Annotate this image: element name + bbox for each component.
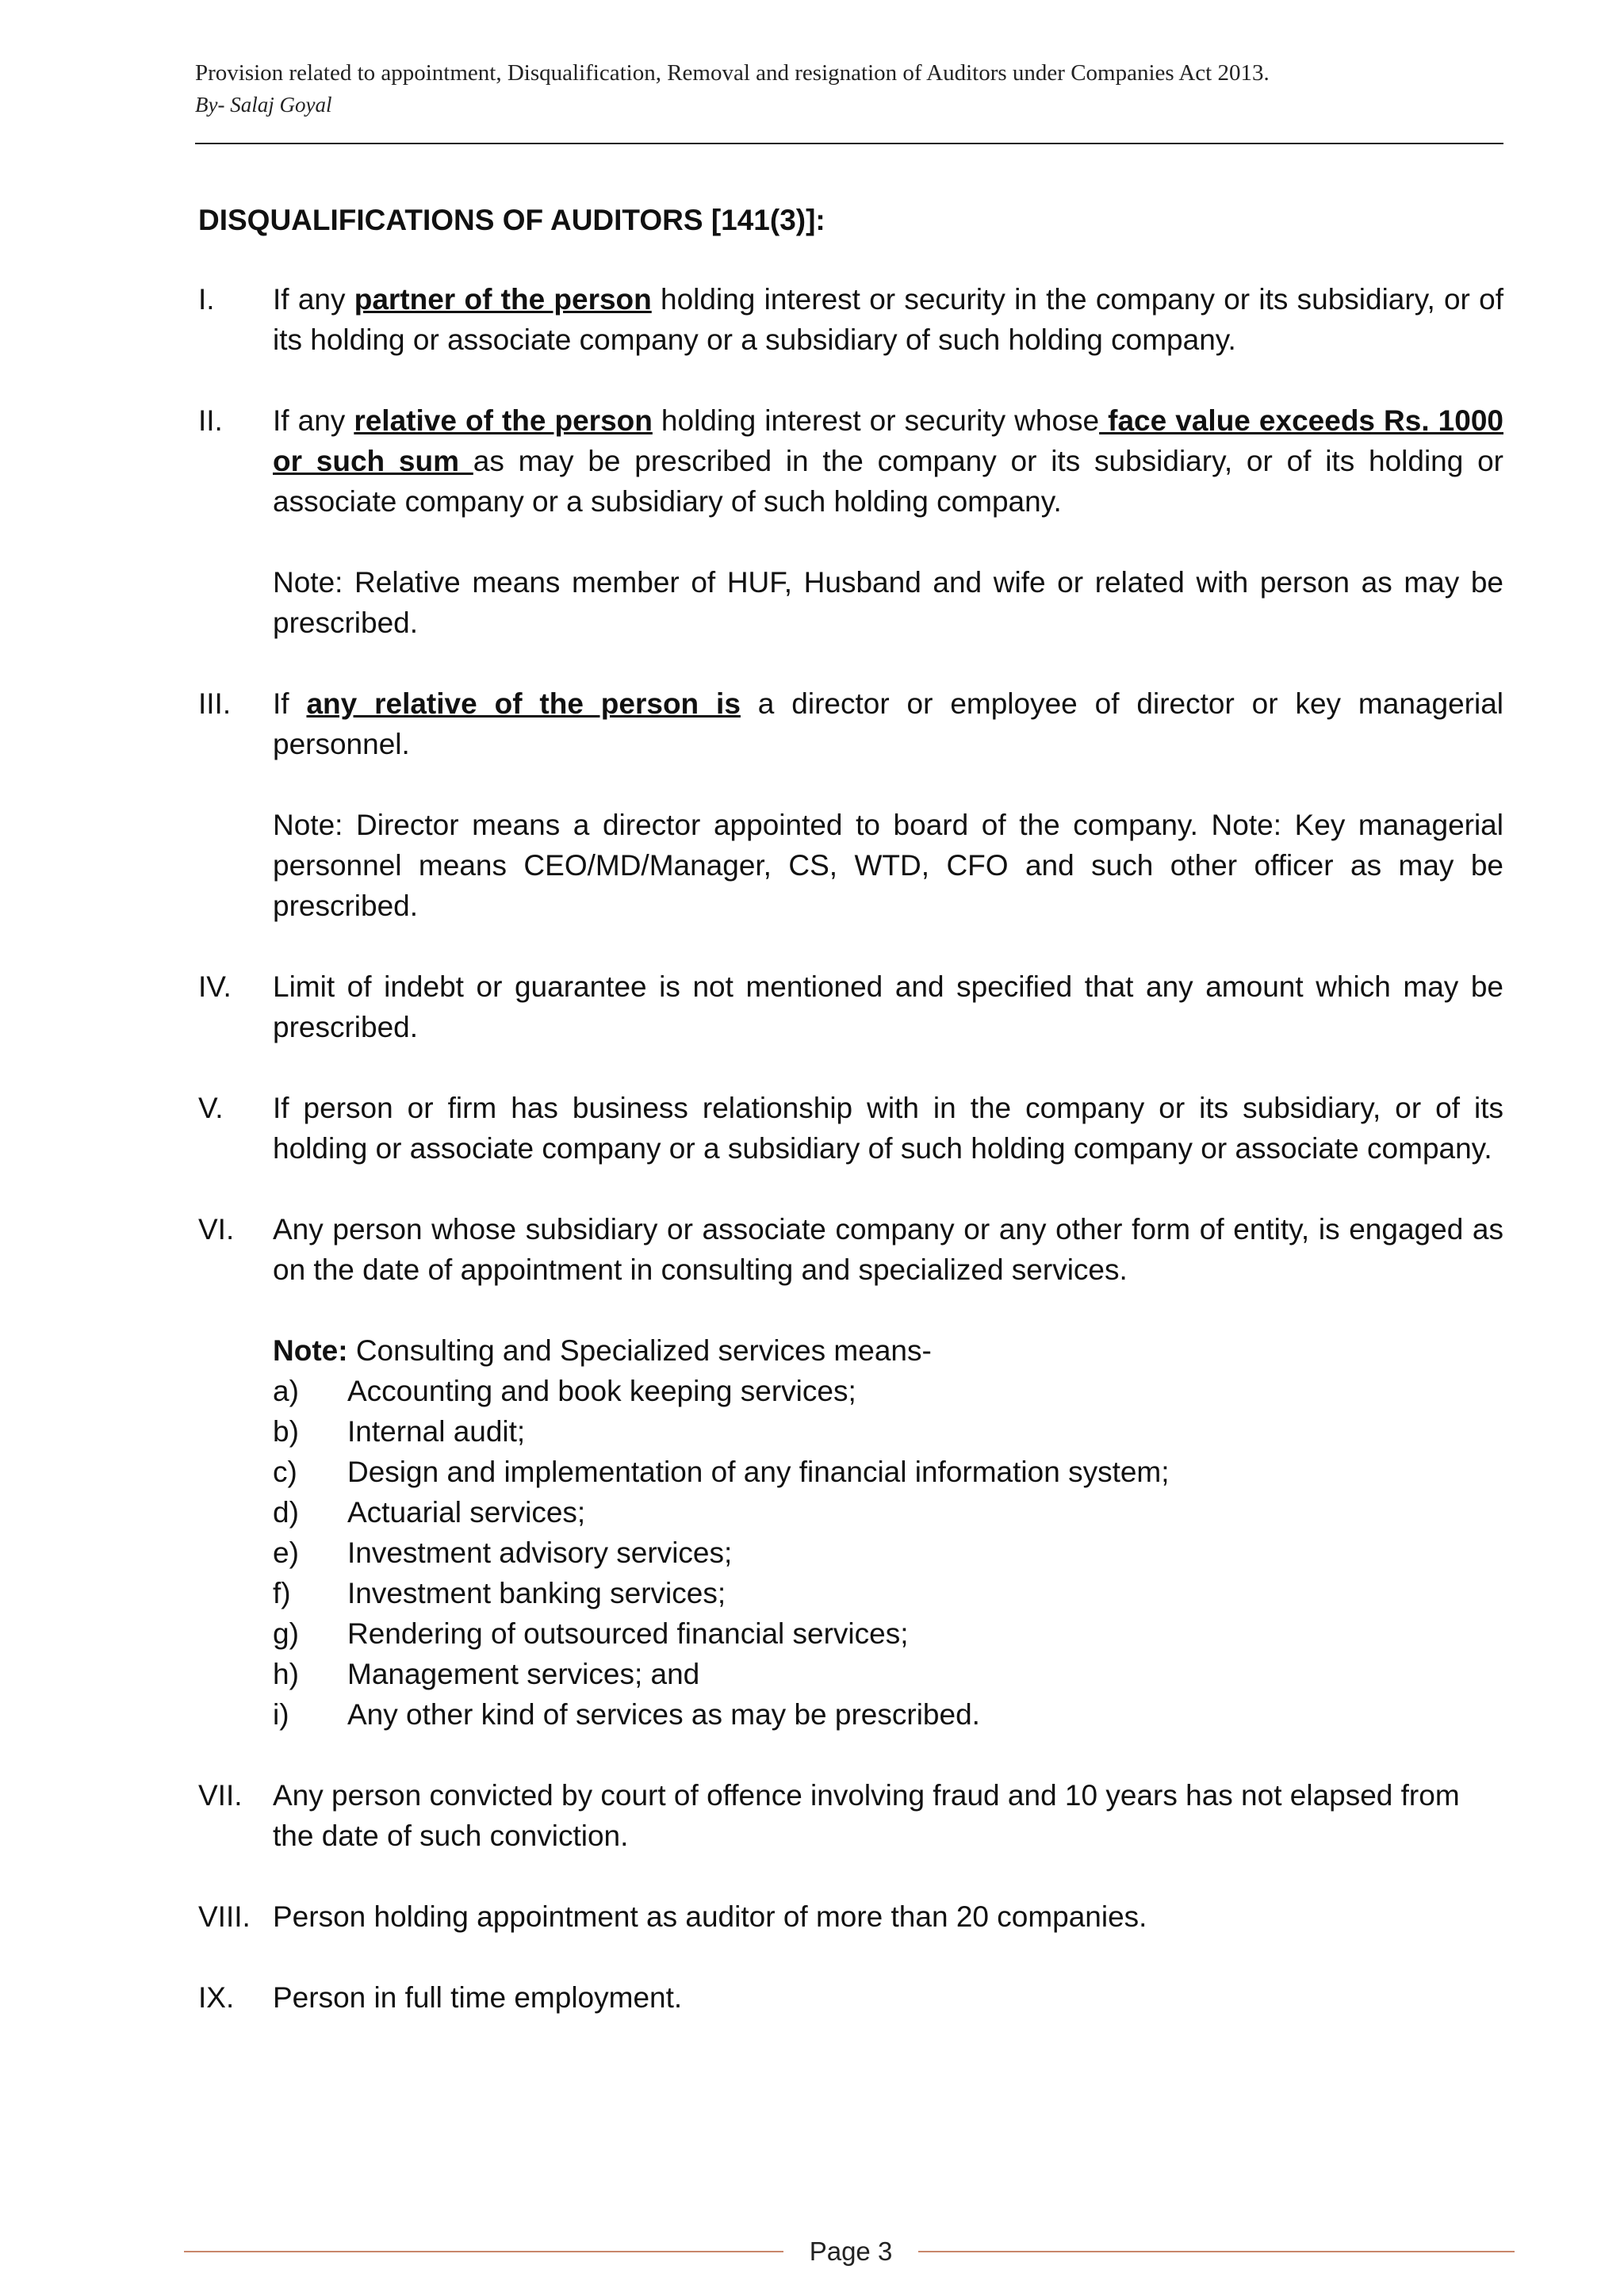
sub-text: Rendering of outsourced financial services; [347, 1617, 909, 1650]
text-run: If any [273, 404, 354, 437]
emphasis-text: partner of the person [354, 283, 652, 316]
emphasis-text: face value exceeds Rs. 1000 or such sum [273, 404, 1503, 477]
footer-rule-right [918, 2251, 1515, 2252]
list-item [273, 1533, 1503, 1573]
item-number: IV. [198, 970, 232, 1003]
list-item [273, 1654, 1503, 1694]
sub-letter: d) [273, 1496, 299, 1529]
section-heading: DISQUALIFICATIONS OF AUDITORS [141(3)]: [198, 204, 825, 236]
sub-text: Actuarial services; [347, 1496, 586, 1529]
list-item [273, 1694, 1503, 1735]
sub-text: Design and implementation of any financial information system; [347, 1456, 1170, 1488]
list-item-iii [198, 683, 1503, 926]
sub-letter: a) [273, 1375, 299, 1407]
header-divider [195, 143, 1503, 144]
item-text: Person in full time employment. [273, 1981, 683, 2014]
services-list [273, 1371, 1503, 1735]
list-item [273, 1411, 1503, 1452]
item-number: V. [198, 1092, 224, 1124]
document-author: By- Salaj Goyal [195, 93, 332, 117]
sub-letter: h) [273, 1658, 299, 1690]
page-header [195, 57, 1502, 121]
list-item-iv [198, 966, 1503, 1047]
text-run: holding interest or security whose [652, 404, 1100, 437]
document-body [198, 200, 1503, 2058]
sub-text: Management services; and [347, 1658, 700, 1690]
item-text: Limit of indebt or guarantee is not mentioned and specified that any amount which may be prescribed. [273, 970, 1503, 1043]
list-item-i [198, 279, 1503, 360]
sub-text: Investment banking services; [347, 1577, 726, 1609]
sub-letter: g) [273, 1617, 299, 1650]
sub-letter: b) [273, 1415, 299, 1448]
document-title: Provision related to appointment, Disqualification, Removal and resignation of Auditors under Companies Act 2013. [195, 60, 1270, 86]
sub-letter: c) [273, 1456, 297, 1488]
list-item-v [198, 1088, 1503, 1169]
item-note: Note: Relative means member of HUF, Husband and wife or related with person as may be prescribed. [273, 566, 1503, 639]
sub-letter: e) [273, 1536, 299, 1569]
list-item [273, 1613, 1503, 1654]
text-run: If [273, 687, 307, 720]
list-item [273, 1371, 1503, 1411]
sub-letter: f) [273, 1577, 291, 1609]
text-run: as may be prescribed in the company or its subsidiary, or of its holding or associate company or a subsidiary of such holding company. [273, 445, 1504, 518]
item-note: Note: Director means a director appointed to board of the company. Note: Key managerial personnel means CEO/MD/Manager, CS, WTD, CFO and such other officer as may be prescribed. [273, 809, 1503, 922]
emphasis-text: any relative of the person is [306, 687, 741, 720]
item-number: III. [198, 687, 232, 720]
note-text: Consulting and Specialized services means- [347, 1334, 932, 1367]
item-number: VIII. [198, 1900, 251, 1933]
sub-letter: i) [273, 1698, 289, 1731]
sub-text: Internal audit; [347, 1415, 526, 1448]
page-number: Page 3 [809, 2237, 893, 2266]
list-item-vi [198, 1209, 1503, 1735]
item-text [273, 279, 1503, 360]
emphasis-text: relative of the person [354, 404, 653, 437]
list-item-vii [198, 1775, 1503, 1856]
list-item-viii [198, 1896, 1503, 1937]
text-run: a director or employee of director or key managerial personnel. [273, 687, 1503, 760]
sub-text: Any other kind of services as may be prescribed. [347, 1698, 980, 1731]
footer-rule-left [184, 2251, 783, 2252]
item-number: I. [198, 283, 215, 316]
item-note [273, 1330, 1503, 1371]
item-text: Any person convicted by court of offence involving fraud and 10 years has not elapsed from the date of such conviction. [273, 1779, 1460, 1852]
note-label: Note: [273, 1334, 348, 1367]
list-item-ii [198, 400, 1503, 643]
item-text: Person holding appointment as auditor of more than 20 companies. [273, 1900, 1147, 1933]
item-number: VII. [198, 1779, 243, 1812]
item-text [273, 683, 1503, 764]
list-item [273, 1492, 1503, 1533]
item-text: Any person whose subsidiary or associate company or any other form of entity, is engaged as on the date of appointment in consulting and specialized services. [273, 1213, 1503, 1286]
text-run: holding interest or security in the company or its subsidiary, or of its holding or associate company or a subsidiary of such holding company. [273, 283, 1503, 356]
item-text: If person or firm has business relationship with in the company or its subsidiary, or of its holding or associate company or a subsidiary of such holding company or associate company. [273, 1092, 1503, 1165]
item-number: IX. [198, 1981, 235, 2014]
sub-text: Accounting and book keeping services; [347, 1375, 856, 1407]
item-number: VI. [198, 1213, 235, 1246]
text-run: If any [273, 283, 354, 316]
item-number: II. [198, 404, 223, 437]
list-item [273, 1573, 1503, 1613]
list-item-ix [198, 1977, 1503, 2018]
sub-text: Investment advisory services; [347, 1536, 733, 1569]
item-text [273, 400, 1503, 522]
list-item [273, 1452, 1503, 1492]
